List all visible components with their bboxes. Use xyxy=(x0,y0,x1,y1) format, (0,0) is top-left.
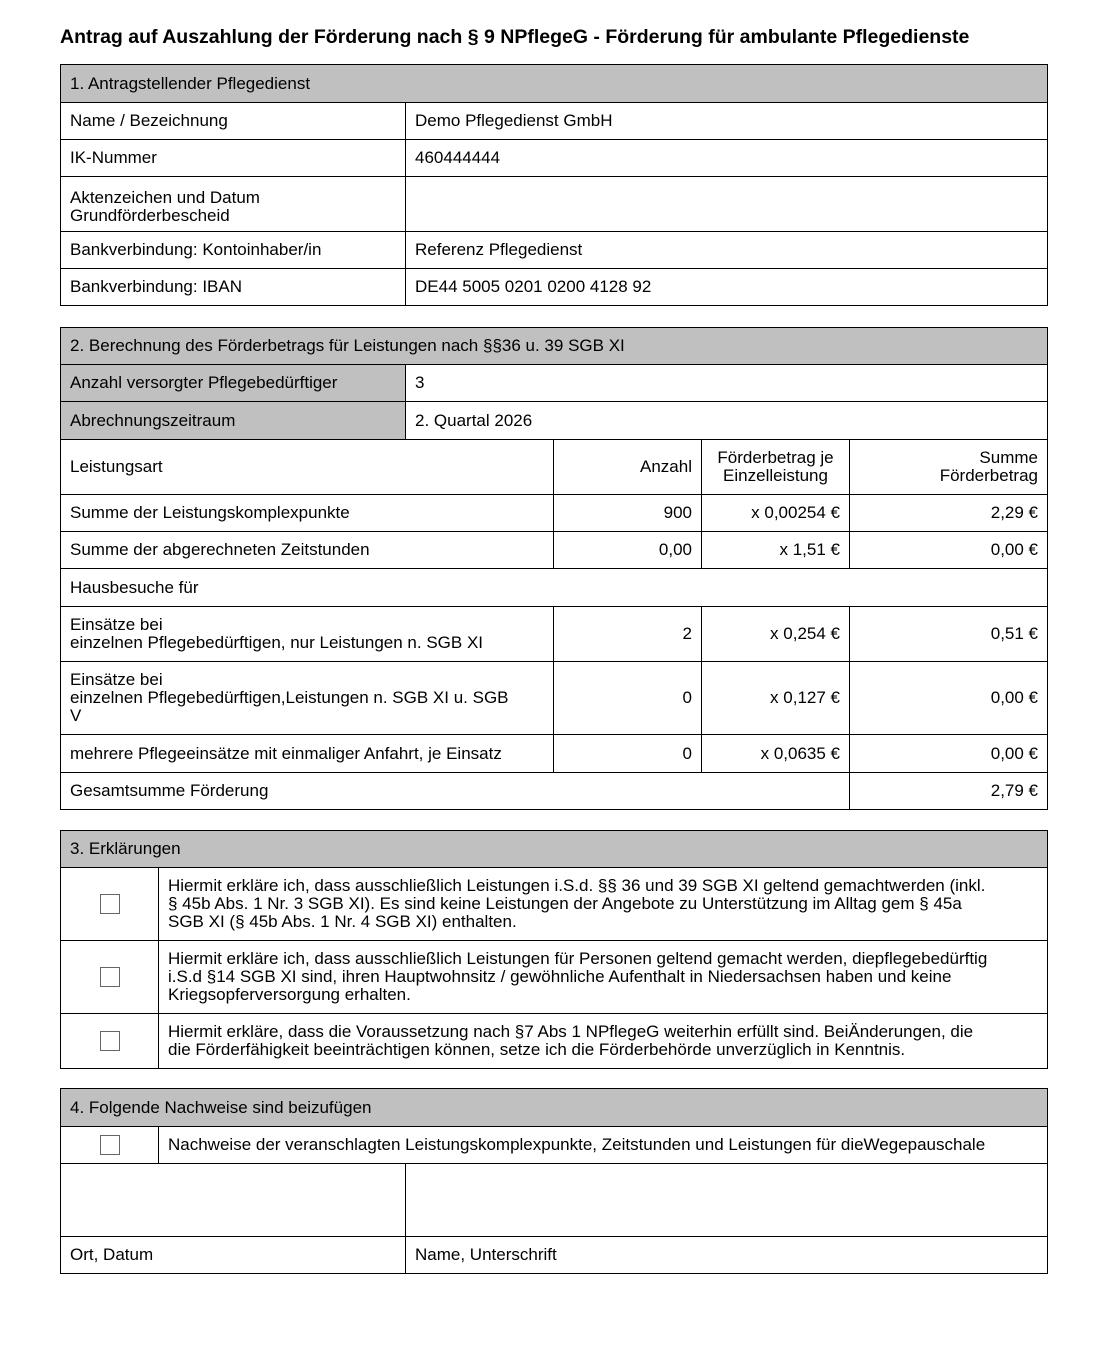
abrechnungszeitraum-field[interactable]: 2. Quartal 2026 xyxy=(406,402,1048,440)
page-title: Antrag auf Auszahlung der Förderung nach § 9 NPflegeG - Förderung für ambulante Pflegedienste xyxy=(60,26,970,48)
aktenzeichen-label: Aktenzeichen und Datum Grundförderbescheid xyxy=(61,177,406,232)
signature-field[interactable] xyxy=(406,1164,1048,1237)
ik-label: IK-Nummer xyxy=(61,140,406,177)
section-3-header: 3. Erklärungen xyxy=(61,831,1048,868)
col-foerderbetrag-line2: Einzelleistung xyxy=(723,466,828,485)
anzahl-pflegebeduerftige-field[interactable]: 3 xyxy=(406,365,1048,402)
erklaerung-3-text xyxy=(159,1014,1048,1069)
kontoinhaber-field[interactable]: Referenz Pflegedienst xyxy=(406,232,1048,269)
table-row xyxy=(61,495,1048,532)
row-anzahl[interactable]: 0 xyxy=(554,735,702,773)
row-label: Summe der abgerechneten Zeitstunden xyxy=(61,532,554,569)
row-label-line2: einzelnen Pflegebedürftigen, nur Leistungen n. SGB XI xyxy=(70,633,484,652)
row-label: mehrere Pflegeeinsätze mit einmaliger Anfahrt, je Einsatz xyxy=(61,735,554,773)
section-4-table xyxy=(60,1088,1048,1274)
checkbox-icon xyxy=(100,1135,120,1155)
checkbox-icon xyxy=(100,894,120,914)
col-anzahl: Anzahl xyxy=(554,440,702,495)
row-label xyxy=(61,662,554,735)
section-2-table xyxy=(60,327,1048,810)
row-anzahl[interactable]: 0 xyxy=(554,662,702,735)
table-row xyxy=(61,735,1048,773)
erklaerung-1-line1: Hiermit erkläre ich, dass ausschließlich Leistungen i.S.d. §§ 36 und 39 SGB XI geltend gemachtwerden (inkl. xyxy=(168,876,986,895)
table-row xyxy=(61,662,1048,735)
ik-field[interactable]: 460444444 xyxy=(406,140,1048,177)
gesamtsumme-label: Gesamtsumme Förderung xyxy=(61,773,850,810)
iban-field[interactable]: DE44 5005 0201 0200 4128 92 xyxy=(406,269,1048,306)
iban-label: Bankverbindung: IBAN xyxy=(61,269,406,306)
row-label-line1: Einsätze bei xyxy=(70,670,163,689)
table-row xyxy=(61,607,1048,662)
anzahl-pflegebeduerftige-label: Anzahl versorgter Pflegebedürftiger xyxy=(61,365,406,402)
gesamtsumme-value: 2,79 € xyxy=(850,773,1048,810)
row-anzahl[interactable]: 2 xyxy=(554,607,702,662)
row-summe: 2,29 € xyxy=(850,495,1048,532)
row-summe: 0,00 € xyxy=(850,532,1048,569)
hausbesuche-label: Hausbesuche für xyxy=(61,569,1048,607)
abrechnungszeitraum-label: Abrechnungszeitraum xyxy=(61,402,406,440)
erklaerung-2-line3: Kriegsopferversorgung erhalten. xyxy=(168,985,411,1004)
section-2-header: 2. Berechnung des Förderbetrags für Leistungen nach §§36 u. 39 SGB XI xyxy=(61,328,1048,365)
erklaerung-1-line2: § 45b Abs. 1 Nr. 3 SGB XI). Es sind keine Leistungen der Angebote zu Unterstützung im Alltag gem § 45a xyxy=(168,894,962,913)
erklaerung-2-text xyxy=(159,941,1048,1014)
row-label-line2: einzelnen Pflegebedürftigen,Leistungen n. SGB XI u. SGB xyxy=(70,688,509,707)
nachweise-text: Nachweise der veranschlagten Leistungskomplexpunkte, Zeitstunden und Leistungen für dieWegepauschale xyxy=(159,1127,1048,1164)
ort-datum-field[interactable] xyxy=(61,1164,406,1237)
erklaerung-2-checkbox[interactable] xyxy=(61,941,159,1014)
row-anzahl[interactable]: 0,00 xyxy=(554,532,702,569)
col-summe-line1: Summe xyxy=(979,448,1038,467)
erklaerung-2-line1: Hiermit erkläre ich, dass ausschließlich Leistungen für Personen geltend gemacht werden, diepflegebedürftig xyxy=(168,949,988,968)
section-3-table xyxy=(60,830,1048,1069)
checkbox-icon xyxy=(100,967,120,987)
kontoinhaber-label: Bankverbindung: Kontoinhaber/in xyxy=(61,232,406,269)
erklaerung-3-checkbox[interactable] xyxy=(61,1014,159,1069)
row-anzahl[interactable]: 900 xyxy=(554,495,702,532)
name-field[interactable]: Demo Pflegedienst GmbH xyxy=(406,103,1048,140)
col-summe xyxy=(850,440,1048,495)
row-betrag: x 0,0635 € xyxy=(702,735,850,773)
erklaerung-3-line1: Hiermit erkläre, dass die Voraussetzung nach §7 Abs 1 NPflegeG weiterhin erfüllt sind. BeiÄnderungen, die xyxy=(168,1022,974,1041)
table-row xyxy=(61,532,1048,569)
erklaerung-1-line3: SGB XI (§ 45b Abs. 1 Nr. 4 SGB XI) enthalten. xyxy=(168,912,517,931)
ort-datum-label: Ort, Datum xyxy=(61,1237,406,1274)
checkbox-icon xyxy=(100,1031,120,1051)
row-label: Summe der Leistungskomplexpunkte xyxy=(61,495,554,532)
name-unterschrift-label: Name, Unterschrift xyxy=(406,1237,1048,1274)
section-1-header: 1. Antragstellender Pflegedienst xyxy=(61,65,1048,103)
erklaerung-2-line2: i.S.d §14 SGB XI sind, ihren Hauptwohnsitz / gewöhnliche Aufenthalt in Niedersachsen haben und keine xyxy=(168,967,952,986)
col-foerderbetrag xyxy=(702,440,850,495)
erklaerung-1-checkbox[interactable] xyxy=(61,868,159,941)
row-label-line1: Einsätze bei xyxy=(70,615,163,634)
nachweise-checkbox[interactable] xyxy=(61,1127,159,1164)
row-betrag: x 0,254 € xyxy=(702,607,850,662)
erklaerung-1-text xyxy=(159,868,1048,941)
row-label-line3: V xyxy=(70,706,82,725)
col-summe-line2: Förderbetrag xyxy=(939,466,1038,485)
row-summe: 0,00 € xyxy=(850,662,1048,735)
row-label xyxy=(61,607,554,662)
section-1-table xyxy=(60,64,1048,306)
name-label: Name / Bezeichnung xyxy=(61,103,406,140)
erklaerung-3-line2: die Förderfähigkeit beeinträchtigen können, setze ich die Förderbehörde unverzüglich in Kenntnis. xyxy=(168,1040,906,1059)
row-betrag: x 0,00254 € xyxy=(702,495,850,532)
row-betrag: x 0,127 € xyxy=(702,662,850,735)
aktenzeichen-field[interactable] xyxy=(406,177,1048,232)
col-foerderbetrag-line1: Förderbetrag je xyxy=(717,448,834,467)
row-summe: 0,51 € xyxy=(850,607,1048,662)
row-summe: 0,00 € xyxy=(850,735,1048,773)
section-4-header: 4. Folgende Nachweise sind beizufügen xyxy=(61,1089,1048,1127)
col-leistungsart: Leistungsart xyxy=(61,440,554,495)
row-betrag: x 1,51 € xyxy=(702,532,850,569)
